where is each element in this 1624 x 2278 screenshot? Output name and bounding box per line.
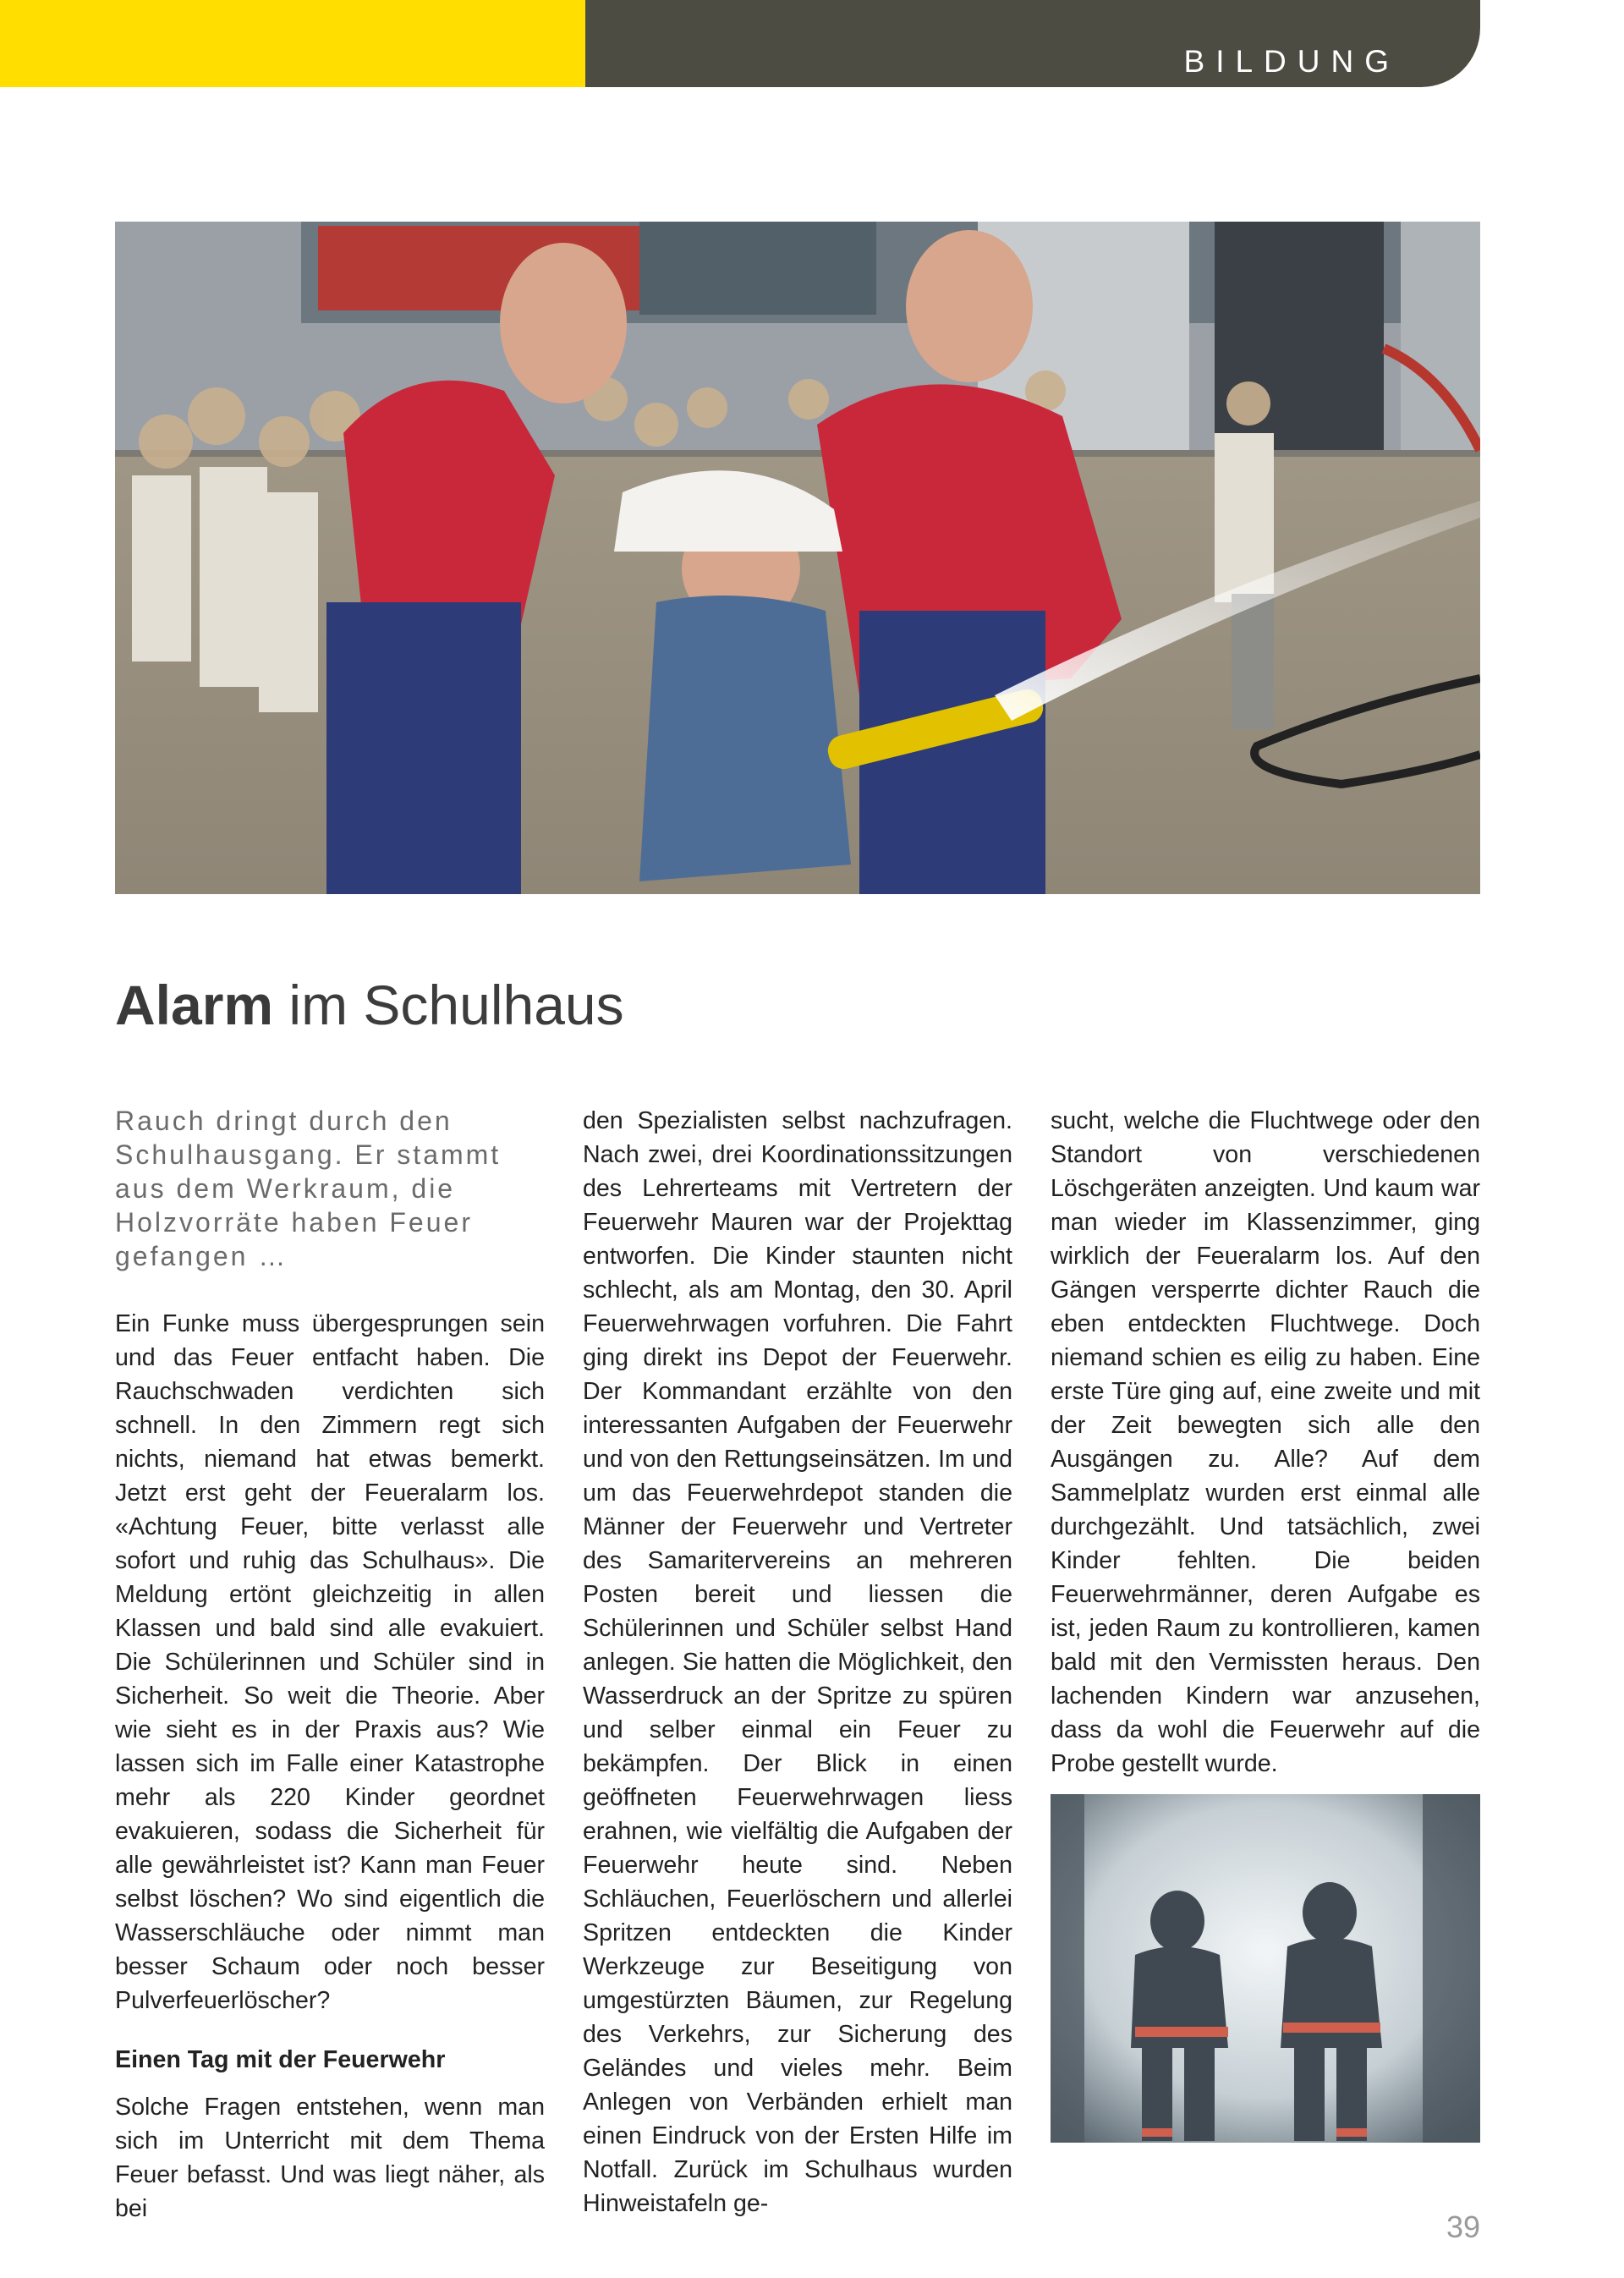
- firefighters-smoke-photo: [1051, 1794, 1480, 2143]
- main-photo: [115, 222, 1480, 894]
- article-title-bold: Alarm: [115, 974, 274, 1036]
- body-paragraph-2: Solche Fragen entstehen, wenn man sich im Unterricht mit dem Thema Feuer befasst. Und was liegt näher, als bei: [115, 2094, 545, 2222]
- column-1: [115, 1104, 545, 2226]
- column-2: [583, 1104, 1012, 2220]
- body-paragraph-1: Ein Funke muss übergesprungen sein und das Feuer entfacht haben. Die Rauchschwaden verdichten sich schnell. In den Zimmern regt sich nichts, niemand hat etwas bemerkt. Jetzt erst geht der Feueralarm los. «Achtung Feuer, bitte verlasst alle sofort und ruhig das Schulhaus». Die Meldung ertönt gleichzeitig in allen Klassen und bald sind alle evakuiert. Die Schülerinnen und Schüler sind in Sicherheit. So weit die Theorie. Aber wie sieht es in der Praxis aus? Wie lassen sich im Falle einer Katastrophe mehr als 220 Kinder geordnet evakuieren, sodass die Sicherheit für alle gewährleistet ist? Kann man Feuer selbst löschen? Wo sind eigentlich die Wasserschläuche oder nimmt man besser Schaum oder noch besser Pulverfeuerlöscher?: [115, 1310, 545, 2014]
- article-subheading: Einen Tag mit der Feuerwehr: [115, 2046, 446, 2073]
- article-title: [115, 973, 624, 1037]
- article-lead: Rauch dringt durch den Schulhausgang. Er stammt aus dem Werkraum, die Holzvorräte haben Feuer gefangen …: [115, 1106, 502, 1271]
- header-yellow-bar: [0, 0, 585, 87]
- section-label: BILDUNG: [1183, 44, 1400, 79]
- article-title-rest: im Schulhaus: [273, 974, 624, 1036]
- column-3: [1051, 1104, 1480, 1781]
- section-tab: [585, 0, 1480, 87]
- body-paragraph-3: den Spezialisten selbst nachzufragen. Nach zwei, drei Koordinationssitzungen des Lehrerteams mit Vertretern der Feuerwehr Mauren war der Projekttag entworfen. Die Kinder staunten nicht schlecht, als am Montag, den 30. April Feuerwehrwagen vorfuhren. Die Fahrt ging direkt ins Depot der Feuerwehr. Der Kommandant erzählte von den interessanten Aufgaben der Feuerwehr und von den Rettungseinsätzen. Im und um das Feuerwehrdepot standen die Männer der Feuerwehr und Vertreter des Samaritervereins an mehreren Posten bereit und liessen die Schülerinnen und Schüler selbst Hand anlegen. Sie hatten die Möglichkeit, den Wasserdruck an der Spritze zu spüren und selber einmal ein Feuer zu bekämpfen. Der Blick in einen geöffneten Feuerwehrwagen liess erahnen, wie vielfältig die Aufgaben der Feuerwehr heute sind. Neben Schläuchen, Feuerlöschern und allerlei Spritzen entdeckten die Kinder Werkzeuge zur Beseitigung von umgestürzten Bäumen, zur Regelung des Verkehrs, zur Sicherung des Geländes und vieles mehr. Beim Anlegen von Verbänden erhielt man einen Eindruck von der Ersten Hilfe im Notfall. Zurück im Schulhaus wurden Hinweistafeln ge-: [583, 1107, 1012, 2217]
- body-paragraph-4: sucht, welche die Fluchtwege oder den Standort von verschiedenen Löschgeräten anzeigten. Und kaum war man wieder im Klassenzimmer, ging wirklich der Feueralarm los. Auf den Gängen versperrte dichter Rauch die eben entdeckten Fluchtwege. Doch niemand schien es eilig zu haben. Eine erste Türe ging auf, eine zweite und mit der Zeit bewegten sich alle den Ausgängen zu. Alle? Auf dem Sammelplatz wurden erst einmal alle durchgezählt. Und tatsächlich, zwei Kinder fehlten. Die beiden Feuerwehrmänner, deren Aufgabe es ist, jeden Raum zu kontrollieren, kamen bald mit den Vermissten heraus. Den lachenden Kindern war anzusehen, dass da wohl die Feuerwehr auf die Probe gestellt wurde.: [1051, 1107, 1480, 1777]
- page-number: 39: [1446, 2209, 1480, 2244]
